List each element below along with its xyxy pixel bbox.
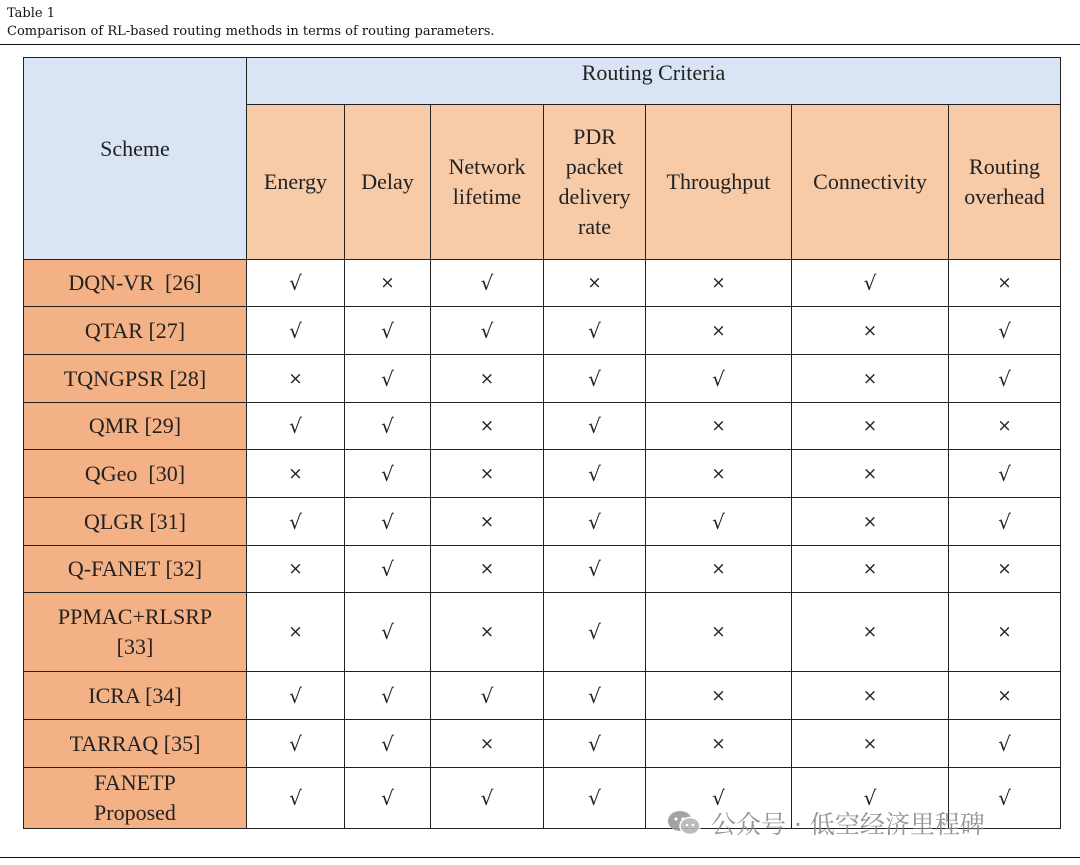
check-mark: √	[544, 720, 646, 768]
cross-mark: ×	[431, 403, 544, 450]
cross-mark: ×	[949, 260, 1061, 307]
cross-mark: ×	[431, 450, 544, 498]
criteria-header-line: Connectivity	[813, 169, 927, 194]
check-mark: √	[247, 768, 345, 829]
scheme-line: PPMAC+RLSRP	[57, 604, 213, 629]
scheme-line: FANETP	[94, 770, 176, 795]
check-mark: √	[431, 260, 544, 307]
watermark	[667, 806, 985, 840]
scheme-cell	[24, 498, 247, 546]
cross-mark: ×	[792, 450, 949, 498]
check-mark: √	[949, 307, 1061, 355]
check-mark: √	[345, 450, 431, 498]
criteria-header-line: Delay	[361, 169, 414, 194]
check-mark: √	[949, 720, 1061, 768]
scheme-header: Scheme	[24, 58, 247, 260]
criteria-header-line: Throughput	[666, 169, 771, 194]
cross-mark: ×	[646, 450, 792, 498]
check-mark: √	[544, 768, 646, 829]
table-row	[24, 593, 1061, 672]
criteria-header-1	[345, 105, 431, 260]
cross-mark: ×	[431, 546, 544, 593]
cross-mark: ×	[646, 720, 792, 768]
cross-mark: ×	[345, 260, 431, 307]
scheme-line: QMR [29]	[88, 413, 182, 438]
table-row	[24, 355, 1061, 403]
criteria-header-6	[949, 105, 1061, 260]
wechat-icon	[667, 809, 701, 837]
check-mark: √	[544, 403, 646, 450]
check-mark: √	[949, 355, 1061, 403]
scheme-cell	[24, 720, 247, 768]
cross-mark: ×	[247, 546, 345, 593]
check-mark: √	[345, 307, 431, 355]
scheme-line: Proposed	[94, 800, 176, 825]
criteria-header-5	[792, 105, 949, 260]
scheme-cell	[24, 450, 247, 498]
cross-mark: ×	[646, 672, 792, 720]
table-title: Comparison of RL-based routing methods in terms of routing parameters.	[7, 24, 495, 39]
top-rule	[0, 44, 1080, 45]
criteria-header-0	[247, 105, 345, 260]
scheme-line: QTAR [27]	[84, 317, 186, 343]
cross-mark: ×	[949, 593, 1061, 672]
table-body	[24, 58, 1061, 829]
scheme-line: QLGR [31]	[83, 508, 187, 534]
cross-mark: ×	[792, 307, 949, 355]
cross-mark: ×	[792, 720, 949, 768]
header-row-group	[24, 58, 1061, 105]
criteria-header-line: Network	[448, 154, 526, 179]
cross-mark: ×	[646, 403, 792, 450]
criteria-header-line: rate	[578, 214, 611, 239]
table-row	[24, 720, 1061, 768]
check-mark: √	[949, 498, 1061, 546]
scheme-line: TQNGPSR [28]	[63, 365, 207, 391]
cross-mark: ×	[949, 546, 1061, 593]
scheme-line: ICRA [34]	[88, 682, 182, 708]
table-row	[24, 672, 1061, 720]
criteria-header-line: PDR	[573, 124, 616, 149]
cross-mark: ×	[949, 403, 1061, 450]
table-label: Table 1	[7, 6, 55, 21]
check-mark: √	[247, 403, 345, 450]
cross-mark: ×	[247, 355, 345, 403]
cross-mark: ×	[792, 672, 949, 720]
cross-mark: ×	[431, 355, 544, 403]
check-mark: √	[646, 768, 792, 829]
criteria-header-line: lifetime	[452, 184, 522, 209]
scheme-line: Q-FANET [32]	[67, 556, 203, 581]
cross-mark: ×	[431, 498, 544, 546]
cross-mark: ×	[646, 546, 792, 593]
check-mark: √	[792, 260, 949, 307]
check-mark: √	[345, 355, 431, 403]
check-mark: √	[431, 768, 544, 829]
check-mark: √	[345, 720, 431, 768]
watermark-text: 公众号 · 低空经济里程碑	[711, 810, 985, 839]
scheme-line: [33]	[116, 634, 154, 659]
routing-criteria-header: Routing Criteria	[247, 58, 1061, 105]
check-mark: √	[949, 450, 1061, 498]
cross-mark: ×	[544, 260, 646, 307]
check-mark: √	[431, 672, 544, 720]
check-mark: √	[345, 546, 431, 593]
cross-mark: ×	[431, 593, 544, 672]
check-mark: √	[646, 355, 792, 403]
criteria-header-3	[544, 105, 646, 260]
check-mark: √	[345, 593, 431, 672]
check-mark: √	[949, 768, 1061, 829]
scheme-cell	[24, 593, 247, 672]
check-mark: √	[544, 593, 646, 672]
check-mark: √	[247, 260, 345, 307]
criteria-header-line: Routing	[969, 154, 1040, 179]
check-mark: √	[544, 355, 646, 403]
scheme-cell	[24, 403, 247, 450]
scheme-line: DQN-VR [26]	[68, 270, 202, 295]
table-row	[24, 307, 1061, 355]
criteria-header-line: packet	[565, 154, 624, 179]
check-mark: √	[646, 498, 792, 546]
check-mark: √	[345, 498, 431, 546]
check-mark: √	[544, 450, 646, 498]
check-mark: √	[792, 768, 949, 829]
scheme-line: TARRAQ [35]	[69, 730, 201, 756]
table-row	[24, 260, 1061, 307]
criteria-header-4	[646, 105, 792, 260]
scheme-cell	[24, 307, 247, 355]
check-mark: √	[544, 498, 646, 546]
check-mark: √	[544, 672, 646, 720]
check-mark: √	[247, 720, 345, 768]
criteria-header-2	[431, 105, 544, 260]
bottom-rule	[0, 857, 1080, 858]
check-mark: √	[544, 546, 646, 593]
check-mark: √	[345, 403, 431, 450]
cross-mark: ×	[646, 593, 792, 672]
cross-mark: ×	[792, 355, 949, 403]
cross-mark: ×	[792, 546, 949, 593]
table-row	[24, 450, 1061, 498]
check-mark: √	[345, 768, 431, 829]
check-mark: √	[247, 307, 345, 355]
cross-mark: ×	[949, 672, 1061, 720]
check-mark: √	[247, 498, 345, 546]
cross-mark: ×	[247, 450, 345, 498]
cross-mark: ×	[792, 403, 949, 450]
table-caption	[7, 5, 495, 41]
check-mark: √	[431, 307, 544, 355]
check-mark: √	[345, 672, 431, 720]
scheme-cell	[24, 672, 247, 720]
comparison-table	[23, 57, 1061, 829]
scheme-cell	[24, 355, 247, 403]
scheme-cell	[24, 260, 247, 307]
cross-mark: ×	[646, 260, 792, 307]
criteria-header-line: delivery	[558, 184, 631, 209]
cross-mark: ×	[792, 593, 949, 672]
scheme-line: QGeo [30]	[84, 460, 186, 486]
table-row	[24, 546, 1061, 593]
cross-mark: ×	[792, 498, 949, 546]
table-row	[24, 498, 1061, 546]
cross-mark: ×	[646, 307, 792, 355]
scheme-cell	[24, 768, 247, 829]
cross-mark: ×	[247, 593, 345, 672]
criteria-header-line: Energy	[263, 169, 328, 194]
check-mark: √	[247, 672, 345, 720]
table-row	[24, 403, 1061, 450]
scheme-cell	[24, 546, 247, 593]
criteria-header-line: overhead	[964, 184, 1045, 209]
check-mark: √	[544, 307, 646, 355]
cross-mark: ×	[431, 720, 544, 768]
